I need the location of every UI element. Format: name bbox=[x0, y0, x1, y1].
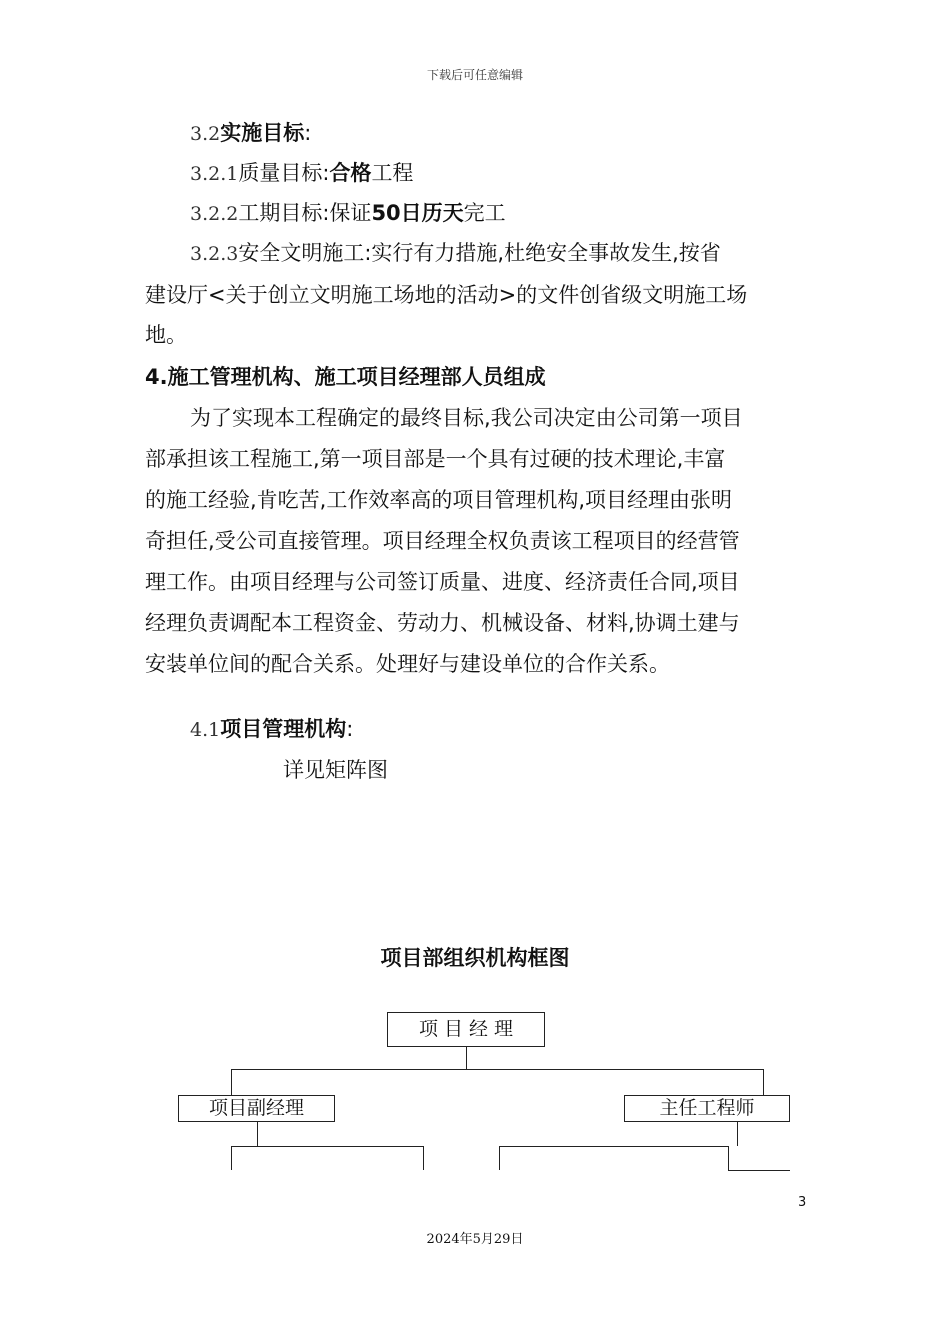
section-4-1 bbox=[190, 714, 353, 745]
paragraph-line: 奇担任,受公司直接管理。项目经理全权负责该工程项目的经营管 bbox=[145, 529, 740, 553]
section-rest: 完工 bbox=[463, 201, 506, 225]
section-colon: : bbox=[346, 717, 354, 741]
section-number: 3.2 bbox=[190, 123, 221, 145]
connector-line bbox=[231, 1146, 423, 1147]
connector-line bbox=[728, 1170, 790, 1171]
section-label: 项目管理机构 bbox=[220, 717, 347, 741]
matrix-note: 详见矩阵图 bbox=[283, 758, 388, 782]
connector-line bbox=[231, 1069, 763, 1070]
org-box-project-manager: 项 目 经 理 bbox=[387, 1012, 545, 1047]
section-number: 3.2.3 bbox=[190, 243, 239, 265]
section-number: 3.2.2 bbox=[190, 203, 239, 225]
paragraph-line: 的施工经验,肯吃苦,工作效率高的项目管理机构,项目经理由张明 bbox=[145, 488, 733, 512]
schedule-target: 50日历天 bbox=[371, 201, 464, 225]
paragraph-line: 部承担该工程施工,第一项目部是一个具有过硬的技术理论,丰富 bbox=[145, 447, 726, 471]
connector-line bbox=[499, 1146, 500, 1170]
section-3-2-2 bbox=[190, 198, 506, 229]
connector-line bbox=[728, 1146, 729, 1170]
section-number: 3.2.1 bbox=[190, 163, 239, 185]
connector-line bbox=[231, 1069, 232, 1095]
section-3-2-3-line-3: 地。 bbox=[145, 323, 187, 347]
paragraph-line: 安装单位间的配合关系。处理好与建设单位的合作关系。 bbox=[145, 652, 670, 676]
section-3-2-3-line-1 bbox=[190, 238, 721, 269]
section-label: 工期目标:保证 bbox=[238, 201, 372, 225]
connector-line bbox=[231, 1146, 232, 1170]
section-3-2-3-line-2: 建设厅<关于创立文明施工场地的活动>的文件创省级文明施工场 bbox=[145, 283, 748, 307]
quality-target: 合格 bbox=[329, 161, 372, 185]
section-number: 4.1 bbox=[190, 719, 221, 741]
org-box-deputy-manager: 项目副经理 bbox=[178, 1095, 335, 1122]
page-footer-date: 2024年5月29日 bbox=[426, 1232, 524, 1247]
section-colon: : bbox=[304, 121, 312, 145]
section-3-2-1 bbox=[190, 158, 413, 189]
section-label: 质量目标: bbox=[238, 161, 330, 185]
section-rest: 工程 bbox=[371, 161, 414, 185]
connector-line bbox=[257, 1122, 258, 1146]
section-label: 实施目标 bbox=[220, 121, 305, 145]
org-chart-title: 项目部组织机构框图 bbox=[380, 946, 570, 970]
connector-line bbox=[499, 1146, 728, 1147]
section-4-heading: 4.施工管理机构、施工项目经理部人员组成 bbox=[145, 365, 546, 389]
section-text: 安全文明施工:实行有力措施,杜绝安全事故发生,按省 bbox=[238, 241, 721, 265]
page-number: 3 bbox=[798, 1195, 807, 1210]
paragraph-line: 理工作。由项目经理与公司签订质量、进度、经济责任合同,项目 bbox=[145, 570, 740, 594]
section-3-2 bbox=[190, 118, 311, 149]
org-box-chief-engineer: 主任工程师 bbox=[624, 1095, 790, 1122]
paragraph-line: 经理负责调配本工程资金、劳动力、机械设备、材料,协调土建与 bbox=[145, 611, 740, 635]
connector-line bbox=[737, 1122, 738, 1146]
connector-line bbox=[763, 1069, 764, 1095]
paragraph-line: 为了实现本工程确定的最终目标,我公司决定由公司第一项目 bbox=[190, 406, 743, 430]
connector-line bbox=[466, 1047, 467, 1069]
connector-line bbox=[423, 1146, 424, 1170]
page-header: 下载后可任意编辑 bbox=[426, 68, 523, 82]
